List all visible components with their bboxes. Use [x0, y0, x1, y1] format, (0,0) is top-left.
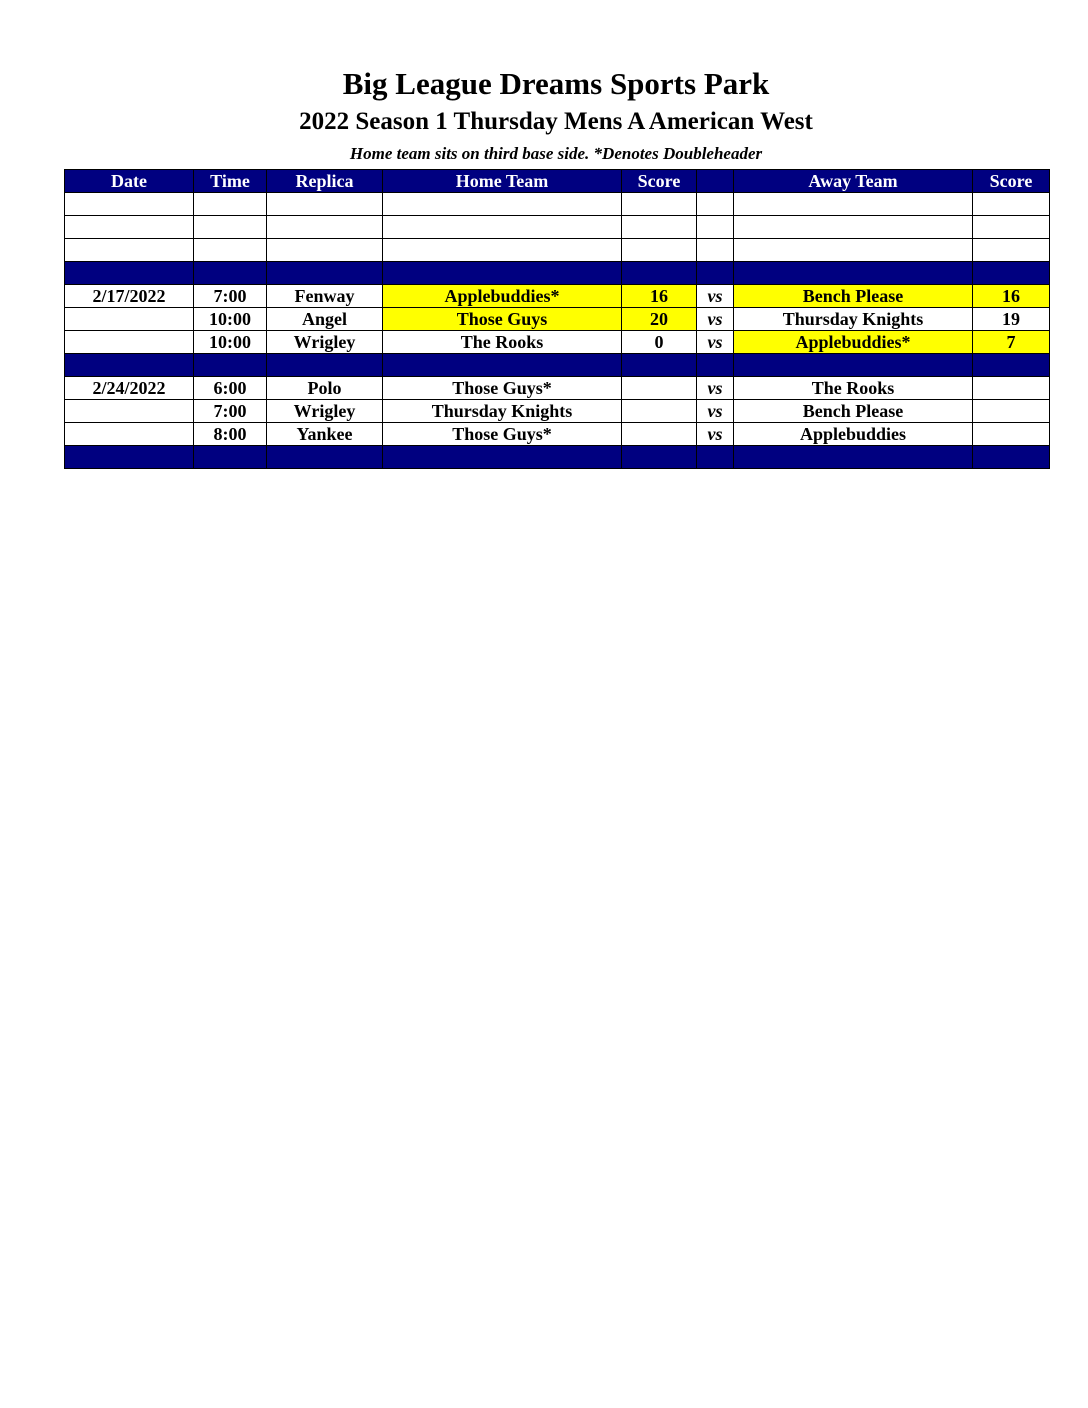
- game-time: 8:00: [194, 423, 267, 446]
- vs-label: vs: [697, 308, 734, 331]
- empty-row: [65, 193, 1050, 216]
- game-row: [65, 331, 1050, 354]
- away-team: Applebuddies*: [734, 331, 973, 354]
- game-row: [65, 377, 1050, 400]
- col-replica: Replica: [267, 170, 383, 193]
- col-vs: [697, 170, 734, 193]
- separator-row: [65, 354, 1050, 377]
- game-time: 7:00: [194, 285, 267, 308]
- game-time: 10:00: [194, 308, 267, 331]
- game-row: [65, 308, 1050, 331]
- col-date: Date: [65, 170, 194, 193]
- separator-row: [65, 262, 1050, 285]
- away-score: 16: [973, 285, 1050, 308]
- game-row: [65, 423, 1050, 446]
- home-team: Those Guys*: [383, 423, 622, 446]
- game-row: [65, 400, 1050, 423]
- game-row: [65, 285, 1050, 308]
- vs-label: vs: [697, 400, 734, 423]
- game-replica: Wrigley: [267, 331, 383, 354]
- home-score: 16: [622, 285, 697, 308]
- home-team: Those Guys: [383, 308, 622, 331]
- separator-row: [65, 446, 1050, 469]
- away-team: Applebuddies: [734, 423, 973, 446]
- game-replica: Yankee: [267, 423, 383, 446]
- game-date: 2/17/2022: [65, 285, 194, 308]
- col-time: Time: [194, 170, 267, 193]
- home-score: 0: [622, 331, 697, 354]
- away-score: 7: [973, 331, 1050, 354]
- game-replica: Polo: [267, 377, 383, 400]
- home-team: Applebuddies*: [383, 285, 622, 308]
- away-score: [973, 377, 1050, 400]
- vs-label: vs: [697, 285, 734, 308]
- game-replica: Fenway: [267, 285, 383, 308]
- vs-label: vs: [697, 423, 734, 446]
- away-score: [973, 423, 1050, 446]
- col-home-score: Score: [622, 170, 697, 193]
- game-time: 7:00: [194, 400, 267, 423]
- home-score: [622, 377, 697, 400]
- home-score: 20: [622, 308, 697, 331]
- home-score: [622, 423, 697, 446]
- col-away-team: Away Team: [734, 170, 973, 193]
- game-time: 10:00: [194, 331, 267, 354]
- home-team: The Rooks: [383, 331, 622, 354]
- game-date: [65, 331, 194, 354]
- home-score: [622, 400, 697, 423]
- away-score: [973, 400, 1050, 423]
- schedule-table: [64, 169, 1050, 469]
- game-time: 6:00: [194, 377, 267, 400]
- game-date: [65, 423, 194, 446]
- col-away-score: Score: [973, 170, 1050, 193]
- col-home-team: Home Team: [383, 170, 622, 193]
- header-row: [65, 170, 1050, 193]
- vs-label: vs: [697, 377, 734, 400]
- away-team: Thursday Knights: [734, 308, 973, 331]
- page-note: Home team sits on third base side. *Denotes Doubleheader: [349, 144, 763, 163]
- game-date: 2/24/2022: [65, 377, 194, 400]
- away-team: Bench Please: [734, 400, 973, 423]
- game-date: [65, 308, 194, 331]
- away-team: The Rooks: [734, 377, 973, 400]
- game-date: [65, 400, 194, 423]
- home-team: Those Guys*: [383, 377, 622, 400]
- game-replica: Wrigley: [267, 400, 383, 423]
- page-subtitle: 2022 Season 1 Thursday Mens A American West: [299, 108, 813, 135]
- vs-label: vs: [697, 331, 734, 354]
- away-team: Bench Please: [734, 285, 973, 308]
- away-score: 19: [973, 308, 1050, 331]
- home-team: Thursday Knights: [383, 400, 622, 423]
- empty-row: [65, 216, 1050, 239]
- empty-row: [65, 239, 1050, 262]
- game-replica: Angel: [267, 308, 383, 331]
- page-title: Big League Dreams Sports Park: [342, 66, 770, 101]
